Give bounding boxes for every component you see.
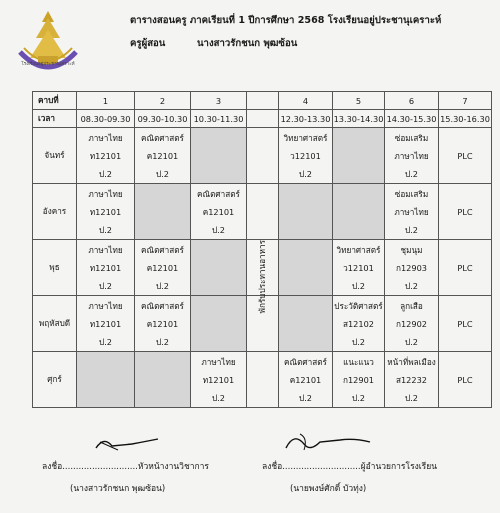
class-slot	[385, 184, 439, 240]
left-signature-line: ลงชื่อ............................หัวหน้างานวิชาการ	[42, 462, 209, 472]
empty-slot	[279, 240, 333, 296]
slot-line: ว12101	[290, 150, 321, 161]
period-number: 7	[439, 92, 492, 110]
break-column	[247, 92, 279, 110]
period-number: 4	[279, 92, 333, 110]
slot-line: ภาษาไทย	[88, 300, 123, 311]
class-slot	[279, 128, 333, 184]
slot-line: PLC	[457, 262, 473, 273]
slot-line: ภาษาไทย	[88, 132, 123, 143]
slot-line: ประวัติศาสตร์	[334, 300, 383, 311]
right-signature	[280, 428, 375, 458]
teacher-name: นางสาวรักชนก พุฒซ้อน	[197, 38, 298, 49]
slot-line: ป.2	[351, 392, 365, 403]
slot-line: ก12902	[395, 318, 427, 329]
empty-slot	[135, 184, 191, 240]
empty-slot	[77, 352, 135, 408]
day-name: จันทร์	[33, 128, 77, 184]
slot-line: ป.2	[404, 168, 418, 179]
slot-line: ก12903	[395, 262, 427, 273]
day-row	[33, 184, 492, 240]
empty-slot	[333, 184, 385, 240]
time-row	[33, 110, 492, 128]
slot-line: ท12101	[89, 150, 122, 161]
slot-line: ป.2	[155, 280, 169, 291]
school-logo	[14, 8, 82, 80]
slot-line: ท12101	[89, 206, 122, 217]
empty-slot	[333, 128, 385, 184]
slot-line: คณิตศาสตร์	[197, 188, 240, 199]
slot-line: ป.2	[298, 392, 312, 403]
period-number: 2	[135, 92, 191, 110]
slot-line: คณิตศาสตร์	[284, 356, 327, 367]
right-signer-name: (นายพงษ์ศักดิ์ บัวทุ่ง)	[290, 484, 367, 494]
slot-line: วิทยาศาสตร์	[283, 132, 328, 143]
slot-line: ป.2	[98, 224, 112, 235]
slot-line: PLC	[457, 374, 473, 385]
time-label: เวลา	[33, 110, 77, 128]
slot-line: ป.2	[351, 280, 365, 291]
slot-line: ท12101	[202, 374, 235, 385]
day-name: พุธ	[33, 240, 77, 296]
class-slot	[439, 128, 492, 184]
period-time: 08.30-09.30	[77, 110, 135, 128]
slot-line: ป.2	[211, 224, 225, 235]
class-slot	[385, 296, 439, 352]
empty-slot	[191, 128, 247, 184]
day-name: พฤหัสบดี	[33, 296, 77, 352]
break-column	[247, 128, 279, 184]
slot-line: ป.2	[98, 336, 112, 347]
period-number: 3	[191, 92, 247, 110]
slot-line: ก12901	[342, 374, 374, 385]
period-time: 10.30-11.30	[191, 110, 247, 128]
slot-line: ค12101	[146, 318, 179, 329]
slot-line: ซ่อมเสริม	[394, 188, 429, 199]
slot-line: ค12101	[202, 206, 235, 217]
class-slot	[135, 128, 191, 184]
period-number: 6	[385, 92, 439, 110]
lunch-break-label: พักรับประทานอาหาร	[257, 240, 267, 314]
slot-line: ป.2	[351, 336, 365, 347]
period-time: 09.30-10.30	[135, 110, 191, 128]
slot-line: หน้าที่พลเมือง	[387, 356, 436, 367]
period-row	[33, 92, 492, 110]
slot-line: ท12101	[89, 262, 122, 273]
day-name: อังคาร	[33, 184, 77, 240]
slot-line: ท12101	[89, 318, 122, 329]
slot-line: ภาษาไทย	[394, 150, 429, 161]
slot-line: ภาษาไทย	[88, 244, 123, 255]
class-slot	[191, 352, 247, 408]
class-slot	[333, 296, 385, 352]
empty-slot	[191, 240, 247, 296]
break-column	[247, 110, 279, 128]
slot-line: ค12101	[146, 150, 179, 161]
slot-line: คณิตศาสตร์	[141, 244, 184, 255]
slot-line: ป.2	[404, 224, 418, 235]
empty-slot	[279, 184, 333, 240]
slot-line: ชุมนุม	[400, 244, 423, 255]
slot-line: ภาษาไทย	[201, 356, 236, 367]
slot-line: ส12102	[342, 318, 375, 329]
slot-line: PLC	[457, 318, 473, 329]
slot-line: ป.2	[404, 280, 418, 291]
class-slot	[385, 128, 439, 184]
left-signature	[92, 432, 162, 454]
slot-line: PLC	[457, 206, 473, 217]
class-slot	[439, 240, 492, 296]
class-slot	[385, 352, 439, 408]
slot-line: คณิตศาสตร์	[141, 132, 184, 143]
slot-line: ป.2	[211, 392, 225, 403]
class-slot	[439, 296, 492, 352]
class-slot	[77, 184, 135, 240]
class-slot	[77, 128, 135, 184]
slot-line: ป.2	[298, 168, 312, 179]
slot-line: ป.2	[98, 168, 112, 179]
slot-line: ป.2	[98, 280, 112, 291]
class-slot	[135, 296, 191, 352]
period-time: 13.30-14.30	[333, 110, 385, 128]
slot-line: ค12101	[289, 374, 322, 385]
empty-slot	[191, 296, 247, 352]
period-label: คาบที่	[33, 92, 77, 110]
slot-line: ค12101	[146, 262, 179, 273]
empty-slot	[135, 352, 191, 408]
period-time: 15.30-16.30	[439, 110, 492, 128]
slot-line: ภาษาไทย	[88, 188, 123, 199]
slot-line: ว12101	[343, 262, 374, 273]
day-row	[33, 128, 492, 184]
slot-line: ป.2	[155, 168, 169, 179]
slot-line: PLC	[457, 150, 473, 161]
class-slot	[333, 240, 385, 296]
left-signer-name: (นางสาวรักชนก พุฒซ้อน)	[70, 484, 166, 494]
period-number: 5	[333, 92, 385, 110]
day-row	[33, 352, 492, 408]
empty-slot	[279, 296, 333, 352]
class-slot	[77, 296, 135, 352]
slot-line: ป.2	[404, 336, 418, 347]
slot-line: แนะแนว	[343, 356, 374, 367]
slot-line: ป.2	[404, 392, 418, 403]
class-slot	[385, 240, 439, 296]
class-slot	[333, 352, 385, 408]
slot-line: ส12232	[395, 374, 428, 385]
slot-line: ภาษาไทย	[394, 206, 429, 217]
break-column	[247, 352, 279, 408]
slot-line: คณิตศาสตร์	[141, 300, 184, 311]
period-time: 14.30-15.30	[385, 110, 439, 128]
class-slot	[439, 184, 492, 240]
day-name: ศุกร์	[33, 352, 77, 408]
class-slot	[135, 240, 191, 296]
slot-line: ลูกเสือ	[400, 300, 423, 311]
page-title: ตารางสอนครู ภาคเรียนที่ 1 ปีการศึกษา 2568 โรงเรียนอยู่ประชานุเคราะห์	[130, 15, 442, 26]
break-column	[247, 184, 279, 240]
slot-line: ซ่อมเสริม	[394, 132, 429, 143]
period-time: 12.30-13.30	[279, 110, 333, 128]
slot-line: ป.2	[155, 336, 169, 347]
class-slot	[191, 184, 247, 240]
class-slot	[77, 240, 135, 296]
teacher-label: ครูผู้สอน	[130, 38, 166, 49]
slot-line: วิทยาศาสตร์	[336, 244, 381, 255]
right-signature-line: ลงชื่อ.............................ผู้อำนวยการโรงเรียน	[262, 462, 438, 472]
logo-caption: โรงเรียนอยู่ประชานุเคราะห์	[21, 62, 75, 67]
class-slot	[279, 352, 333, 408]
period-number: 1	[77, 92, 135, 110]
class-slot	[439, 352, 492, 408]
